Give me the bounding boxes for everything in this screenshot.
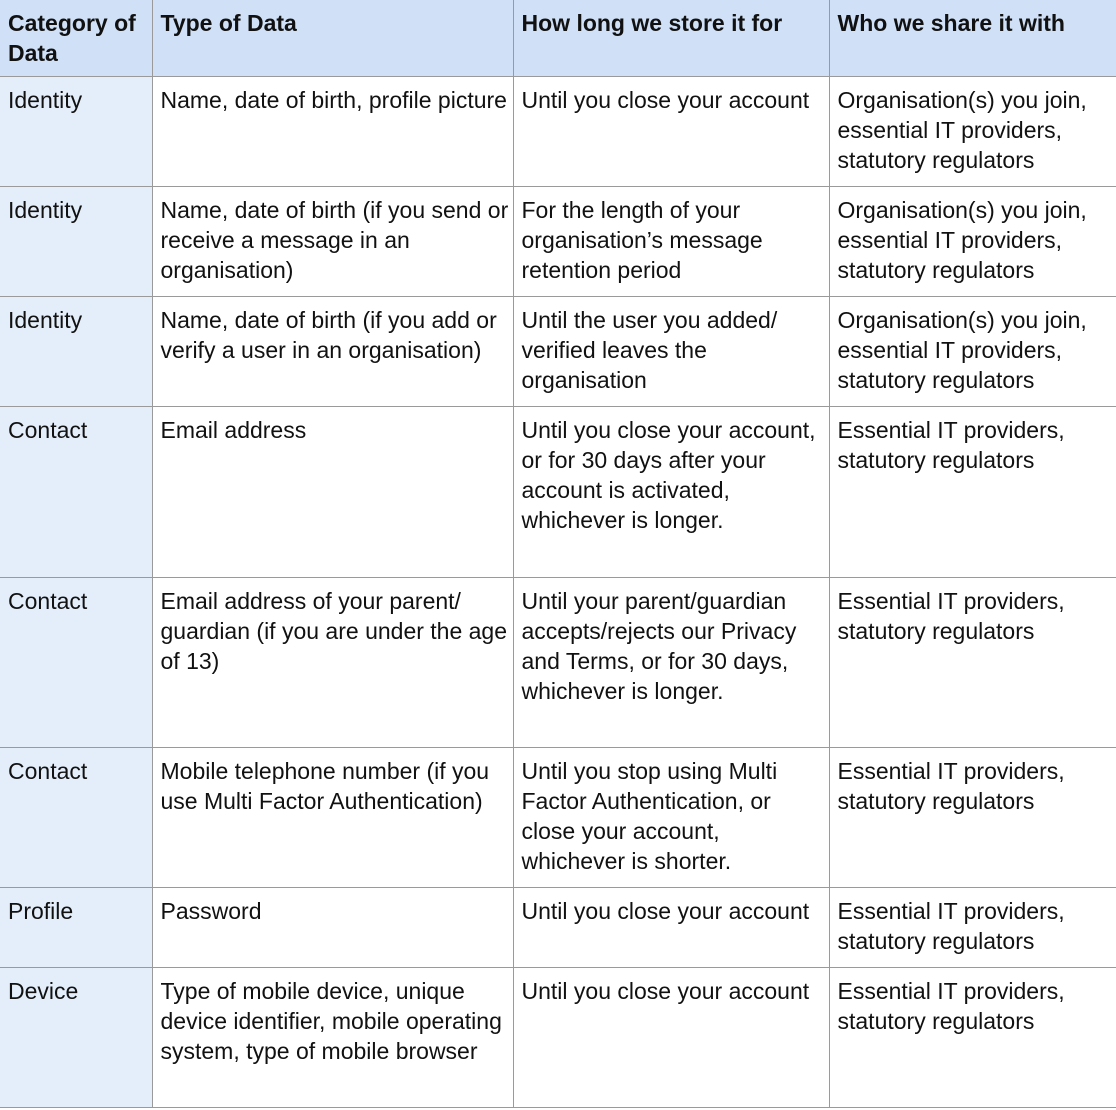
category-cell: Identity bbox=[0, 297, 152, 407]
category-cell: Identity bbox=[0, 77, 152, 187]
retention-cell: Until you close your account bbox=[513, 968, 829, 1108]
retention-cell: Until you close your account, or for 30 days after your account is activated, whichever is longer. bbox=[513, 407, 829, 578]
table-row bbox=[0, 407, 1116, 578]
sharing-cell: Essential IT providers, statutory regulators bbox=[829, 968, 1116, 1108]
type-cell: Name, date of birth (if you add or verify a user in an organisation) bbox=[152, 297, 513, 407]
sharing-cell: Essential IT providers, statutory regulators bbox=[829, 888, 1116, 968]
category-cell: Device bbox=[0, 968, 152, 1108]
table-row bbox=[0, 888, 1116, 968]
sharing-cell: Organisation(s) you join, essential IT providers, statutory regulators bbox=[829, 77, 1116, 187]
retention-cell: Until the user you added/ verified leaves the organisation bbox=[513, 297, 829, 407]
type-cell: Name, date of birth, profile picture bbox=[152, 77, 513, 187]
table-row bbox=[0, 187, 1116, 297]
category-cell: Contact bbox=[0, 748, 152, 888]
table-row bbox=[0, 297, 1116, 407]
sharing-cell: Essential IT providers, statutory regulators bbox=[829, 578, 1116, 748]
sharing-cell: Essential IT providers, statutory regulators bbox=[829, 748, 1116, 888]
retention-cell: Until your parent/guardian accepts/rejects our Privacy and Terms, or for 30 days, whichever is longer. bbox=[513, 578, 829, 748]
header-category: Category of Data bbox=[0, 0, 152, 77]
type-cell: Type of mobile device, unique device identifier, mobile operating system, type of mobile browser bbox=[152, 968, 513, 1108]
table-row bbox=[0, 77, 1116, 187]
retention-cell: Until you close your account bbox=[513, 888, 829, 968]
type-cell: Email address bbox=[152, 407, 513, 578]
sharing-cell: Essential IT providers, statutory regulators bbox=[829, 407, 1116, 578]
category-cell: Identity bbox=[0, 187, 152, 297]
table-row bbox=[0, 578, 1116, 748]
category-cell: Contact bbox=[0, 407, 152, 578]
retention-cell: Until you close your account bbox=[513, 77, 829, 187]
category-cell: Profile bbox=[0, 888, 152, 968]
sharing-cell: Organisation(s) you join, essential IT providers, statutory regulators bbox=[829, 297, 1116, 407]
category-cell: Contact bbox=[0, 578, 152, 748]
table-row bbox=[0, 968, 1116, 1108]
table-row bbox=[0, 748, 1116, 888]
retention-cell: Until you stop using Multi Factor Authentication, or close your account, whichever is shorter. bbox=[513, 748, 829, 888]
retention-cell: For the length of your organisation’s message retention period bbox=[513, 187, 829, 297]
sharing-cell: Organisation(s) you join, essential IT providers, statutory regulators bbox=[829, 187, 1116, 297]
type-cell: Password bbox=[152, 888, 513, 968]
type-cell: Mobile telephone number (if you use Multi Factor Authentication) bbox=[152, 748, 513, 888]
header-type: Type of Data bbox=[152, 0, 513, 77]
type-cell: Name, date of birth (if you send or receive a message in an organisation) bbox=[152, 187, 513, 297]
table-header-row bbox=[0, 0, 1116, 77]
header-sharing: Who we share it with bbox=[829, 0, 1116, 77]
header-retention: How long we store it for bbox=[513, 0, 829, 77]
type-cell: Email address of your parent/ guardian (if you are under the age of 13) bbox=[152, 578, 513, 748]
